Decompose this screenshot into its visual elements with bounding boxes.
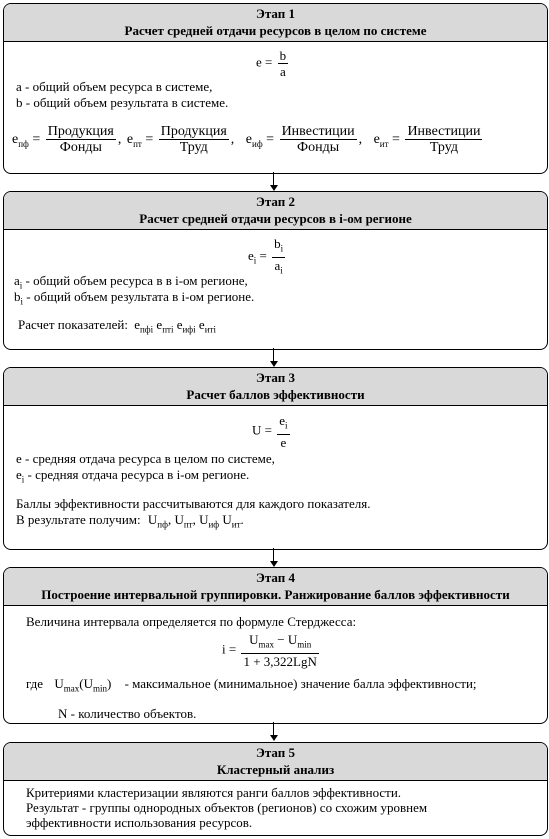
stage-1-formula: e = $\frac{b}{a}$	[256, 48, 287, 79]
ratio-e-if: $e_{иф}$ = $\frac{\text{Инвестиции}}{\text{Фонды}}$ ,	[245, 124, 363, 155]
stage-4-n: N - количество объектов.	[58, 706, 197, 721]
stage-5-title: Этап 5	[256, 745, 295, 760]
stage-2-box	[3, 191, 548, 350]
stage-3-title: Этап 3	[256, 370, 295, 385]
stage-2-formula: $e_i$ = $\frac{b_i}{a_i}$	[248, 236, 284, 276]
ratio-e-pf: $e_{пф}$ = $\frac{\text{Продукция}}{\text{Фонды}}$ ,	[12, 124, 122, 155]
stage-5-header	[4, 743, 547, 781]
stage-4-where: где $U_{max}(U_{min})$ - максимальное (минимальное) значение балла эффективности;	[26, 676, 477, 694]
stage-4-title: Этап 4	[256, 570, 295, 585]
stage-3-subtitle: Расчет баллов эффективности	[186, 387, 365, 402]
stage-2-title: Этап 2	[256, 194, 295, 209]
stage-1-header	[4, 4, 547, 42]
stage-5-line-3: эффективности использования ресурсов.	[26, 815, 253, 830]
ratio-e-it: $e_{ит}$ = $\frac{\text{Инвестиции}}{\text{Труд}}$	[373, 124, 481, 155]
stage-5-box	[3, 742, 548, 836]
stage-3-def-ei: $e_i$ - средняя отдача ресурса в i-ом регионе.	[16, 467, 250, 485]
stage-2-header	[4, 192, 547, 230]
stage-1-box	[3, 3, 548, 174]
stage-1-ratios	[12, 124, 484, 155]
stage-3-note2: В результате получим: $U_{пф}$, $U_{пт}$, $U_{иф}$ $U_{ит}$.	[16, 512, 244, 530]
stage-5-line-2: Результат - группы однородных объектов (регионов) со схожим уровнем	[26, 800, 428, 815]
stage-3-box	[3, 367, 548, 550]
arrow-1-2	[273, 172, 274, 185]
stage-2-def-b: $b_i$ - общий объем результата в i-ом регионе.	[14, 289, 255, 307]
stage-4-box	[3, 567, 548, 724]
stage-3-header	[4, 368, 547, 406]
arrow-3-4	[273, 548, 274, 561]
stage-3-formula: U = $\frac{e_i}{e}$	[252, 413, 288, 450]
stage-1-def-a: a - общий объем ресурса в системе,	[16, 79, 213, 94]
stage-1-def-b: b - общий объем результата в системе.	[16, 95, 229, 110]
stage-4-header	[4, 568, 547, 606]
stage-5-subtitle: Кластерный анализ	[216, 762, 335, 777]
stage-4-subtitle: Построение интервальной группировки. Ранжирование баллов эффективности	[41, 587, 510, 602]
arrow-2-3	[273, 348, 274, 361]
stage-2-subtitle: Расчет средней отдачи ресурсов в i-ом регионе	[139, 211, 412, 226]
stage-1-subtitle: Расчет средней отдачи ресурсов в целом по системе	[124, 23, 427, 38]
stage-4-intro: Величина интервала определяется по формуле Стерджесса:	[26, 614, 357, 629]
arrowhead-4-5	[270, 735, 278, 741]
stage-1-title: Этап 1	[256, 6, 295, 21]
stage-3-def-e: e - средняя отдача ресурса в целом по системе,	[16, 451, 275, 466]
ratio-e-pt: $e_{пт}$ = $\frac{\text{Продукция}}{\text{Труд}}$ ,	[126, 124, 235, 155]
stage-2-def-a: $a_i$ - общий объем ресурса в в i-ом регионе,	[14, 273, 248, 291]
stage-4-formula: i = $\frac{U_{max} - U_{min}}{\text{1 + 3,322LgN}}$	[222, 632, 317, 669]
stage-3-note1: Баллы эффективности рассчитываются для каждого показателя.	[16, 496, 371, 511]
stage-5-line-1: Критериями кластеризации являются ранги баллов эффективности.	[26, 785, 402, 800]
arrow-4-5	[273, 722, 274, 735]
stage-2-calc: Расчет показателей: $e_{пфi}$ $e_{птi}$ $e_{ифi}$ $e_{итi}$	[18, 317, 216, 335]
